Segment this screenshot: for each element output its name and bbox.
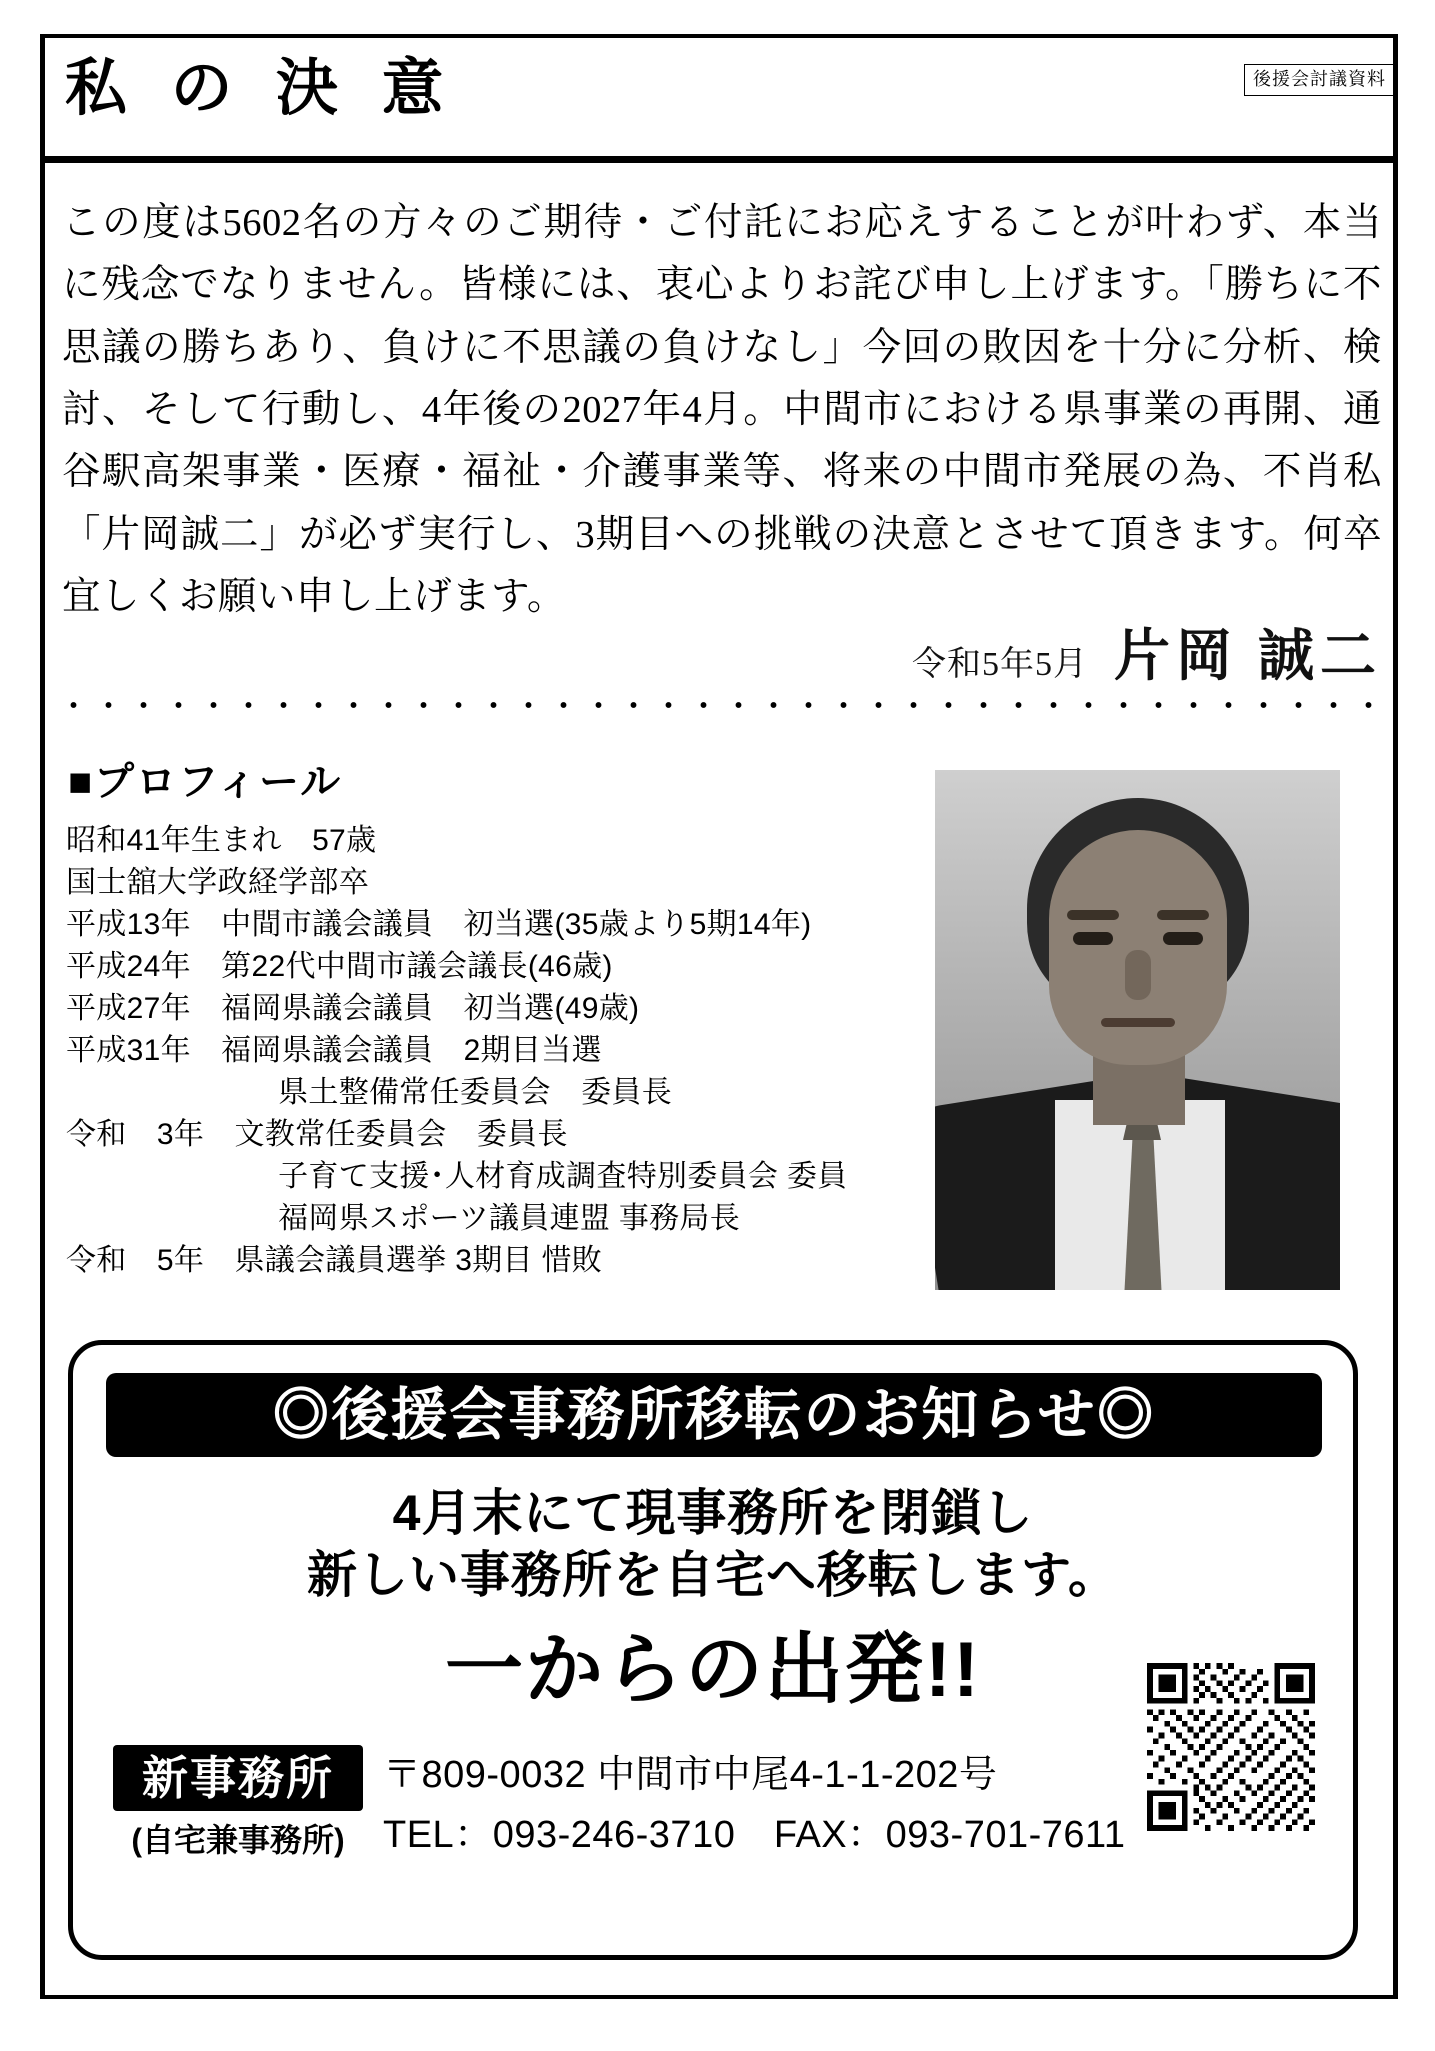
list-item: 平成24年 第22代中間市議会議長(46歳) — [66, 950, 613, 983]
signature-name: 片岡 誠二 — [1114, 626, 1382, 688]
notice-line-1: 4月末にて現事務所を閉鎖し — [392, 1485, 1034, 1541]
list-item: 平成31年 福岡県議会議員 2期目当選 — [66, 1034, 602, 1067]
neck — [1093, 1055, 1185, 1125]
list-item: 福岡県スポーツ議員連盟 事務局長 — [66, 1202, 741, 1235]
list-item: 県土整備常任委員会 委員長 — [66, 1076, 672, 1109]
list-item: 子育て支援･人材育成調査特別委員会 委員 — [66, 1160, 848, 1193]
notice-line-2: 新しい事務所を自宅へ移転します。 — [307, 1547, 1119, 1603]
eye-left — [1073, 932, 1113, 945]
list-item: 平成27年 福岡県議会議員 初当選(49歳) — [66, 992, 640, 1025]
mouth — [1101, 1018, 1175, 1027]
eyebrow-right — [1157, 910, 1209, 920]
office-contact: TEL：093-246-3710 FAX：093-701-7611 — [383, 1814, 1126, 1856]
border-right — [1393, 34, 1398, 1999]
list-item: 平成13年 中間市議会議員 初当選(35歳より5期14年) — [66, 908, 812, 941]
dotted-divider — [56, 700, 1386, 710]
new-office-badge — [113, 1745, 363, 1870]
new-office-sublabel: (自宅兼事務所) — [131, 1822, 345, 1858]
document-type-tag: 後援会討議資料 — [1244, 64, 1395, 96]
profile-heading: ■プロフィール — [68, 760, 343, 804]
signature-date: 令和5年5月 — [912, 646, 1088, 683]
face — [1049, 830, 1227, 1065]
office-relocation-notice — [68, 1340, 1358, 1960]
header-divider — [40, 156, 1398, 163]
candidate-portrait — [935, 770, 1340, 1290]
page-title: 私 の 決 意 — [65, 55, 458, 123]
eyebrow-left — [1067, 910, 1119, 920]
statement-body: この度は5602名の方々のご期待・ご付託にお応えすることが叶わず、本当に残念でなりません。皆様には、衷心よりお詫び申し上げます。「勝ちに不思議の勝ちあり、負けに不思議の負けなし」今回の敗因を十分に分析、検討、そして行動し、4年後の2027年4月。中間市における県事業の再開、通谷駅高架事業・医療・福祉・介護事業等、将来の中間市発展の為、不肖私「片岡誠二」が必ず実行し、3期目への挑戦の決意とさせて頂きます。何卒宜しくお願い申し上げます。 — [62, 202, 1382, 619]
office-address: 〒809-0032 中間市中尾4-1-1-202号 — [383, 1754, 998, 1796]
border-left — [40, 34, 45, 1999]
document-header — [40, 34, 1395, 154]
profile-list — [66, 820, 896, 1282]
list-item: 国士舘大学政経学部卒 — [66, 866, 369, 899]
list-item: 令和 3年 文教常任委員会 委員長 — [66, 1118, 568, 1151]
list-item: 昭和41年生まれ 57歳 — [66, 824, 377, 857]
notice-banner: ◎後援会事務所移転のお知らせ◎ — [106, 1373, 1322, 1457]
signature-row — [62, 612, 1382, 692]
eye-right — [1163, 932, 1203, 945]
qr-code-icon — [1147, 1663, 1315, 1831]
list-item: 令和 5年 県議会議員選挙 3期目 惜敗 — [66, 1244, 603, 1277]
notice-headline: 一からの出発!! — [445, 1625, 981, 1713]
new-office-label: 新事務所 — [113, 1745, 363, 1811]
nose — [1125, 950, 1151, 1000]
border-bottom — [40, 1995, 1398, 1999]
